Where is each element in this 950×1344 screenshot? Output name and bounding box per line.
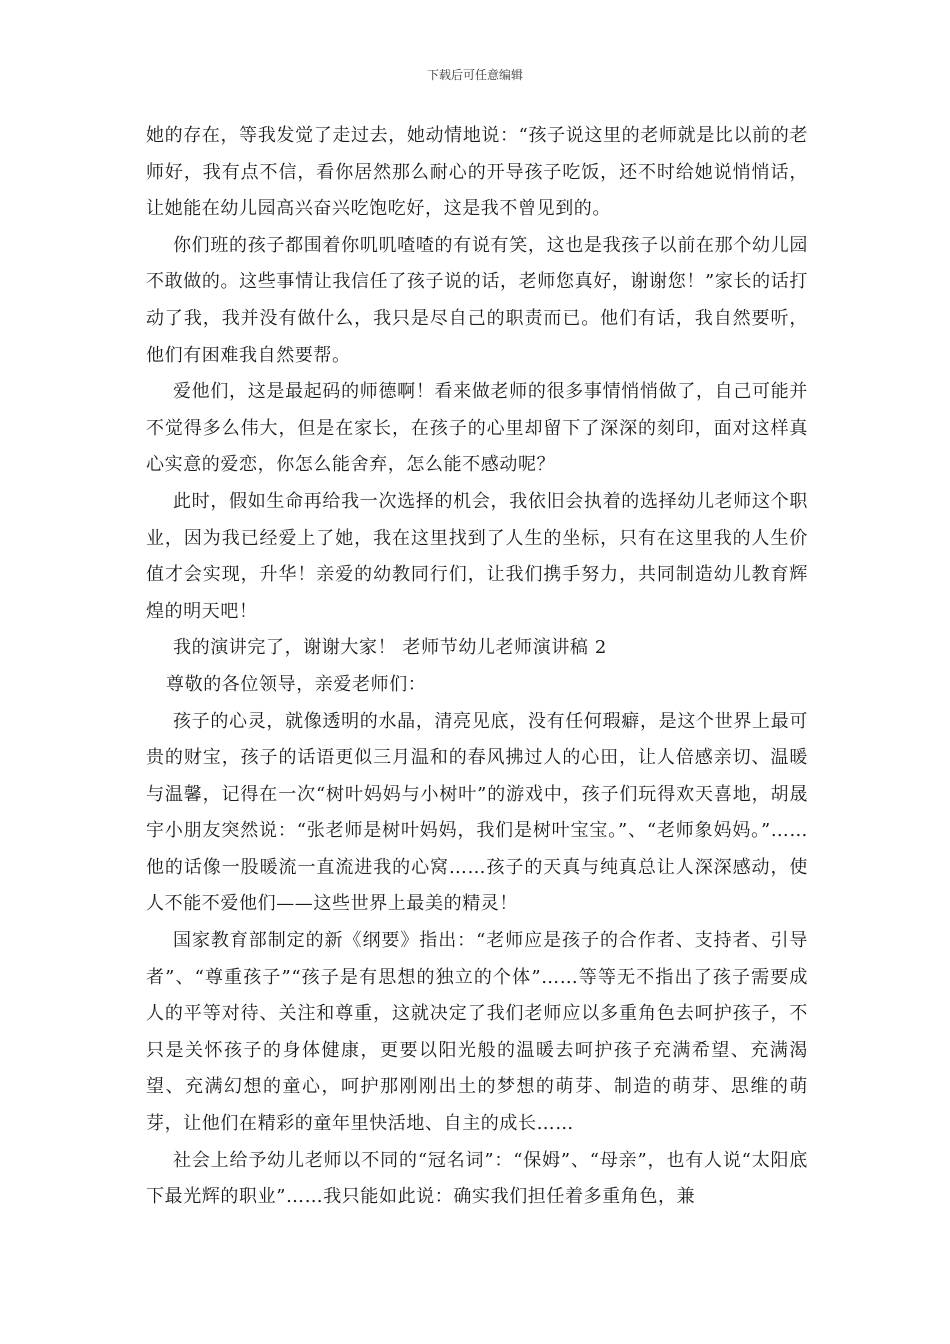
paragraph-5: 我的演讲完了，谢谢大家！ 老师节幼儿老师演讲稿 2 [173,637,607,659]
paragraph-6: 孩子的心灵，就像透明的水晶，清亮见底，没有任何瑕癖，是这个世界上最可贵的财宝，孩子的话语更似三月温和的春风拂过人的心田，让人倍感亲切、温暖与温馨，记得在一次“树叶妈妈与小树叶”的游戏中，孩子们玩得欢天喜地，胡晟宇小朋友突然说：“张老师是树叶妈妈，我们是树叶宝宝。”、“老师象妈妈。”……他的话像一股暖流一直流进我的心窝……孩子的天真与纯真总让人深深感动，使人不能不爱他们——这些世界上最美的精灵！ [146,710,808,915]
document-body [146,118,808,1216]
paragraph-1: 她的存在，等我发觉了走过去，她动情地说：“孩子说这里的老师就是比以前的老师好，我有点不信，看你居然那么耐心的开导孩子吃饭，还不时给她说悄悄话，让她能在幼儿园高兴奋兴吃饱吃好，这是我不曾见到的。 [146,125,808,220]
paragraph-2: 你们班的孩子都围着你叽叽喳喳的有说有笑，这也是我孩子以前在那个幼儿园不敢做的。这些事情让我信任了孩子说的话，老师您真好，谢谢您！”家长的话打动了我，我并没有做什么，我只是尽自己的职责而已。他们有话，我自然要听，他们有困难我自然要帮。 [146,234,808,366]
page-header: 下载后可任意编辑 [426,68,523,82]
paragraph-3: 爱他们，这是最起码的师德啊！看来做老师的很多事情悄悄做了，自己可能并不觉得多么伟大，但是在家长，在孩子的心里却留下了深深的刻印，面对这样真心实意的爱恋，你怎么能舍弃，怎么能不感动呢？ [146,381,808,476]
paragraph-4: 此时，假如生命再给我一次选择的机会，我依旧会执着的选择幼儿老师这个职业，因为我已经爱上了她，我在这里找到了人生的坐标，只有在这里我的人生价值才会实现，升华！亲爱的幼教同行们，让我们携手努力，共同制造幼儿教育辉煌的明天吧！ [146,490,808,622]
salutation: 尊敬的各位领导，亲爱老师们： [166,673,427,695]
paragraph-7: 国家教育部制定的新《纲要》指出：“老师应是孩子的合作者、支持者、引导者”、“尊重孩子”“孩子是有思想的独立的个体”……等等无不指出了孩子需要成人的平等对待、关注和尊重，这就决定了我们老师应以多重角色去呵护孩子，不只是关怀孩子的身体健康，更要以阳光般的温暖去呵护孩子充满希望、充满渴望、充满幻想的童心，呵护那刚刚出土的梦想的萌芽、制造的萌芽、思维的萌芽，让他们在精彩的童年里快活地、自主的成长…… [146,930,808,1135]
paragraph-8: 社会上给予幼儿老师以不同的“冠名词”：“保姆”、“母亲”，也有人说“太阳底下最光辉的职业”……我只能如此说：确实我们担任着多重角色，兼 [146,1149,808,1208]
